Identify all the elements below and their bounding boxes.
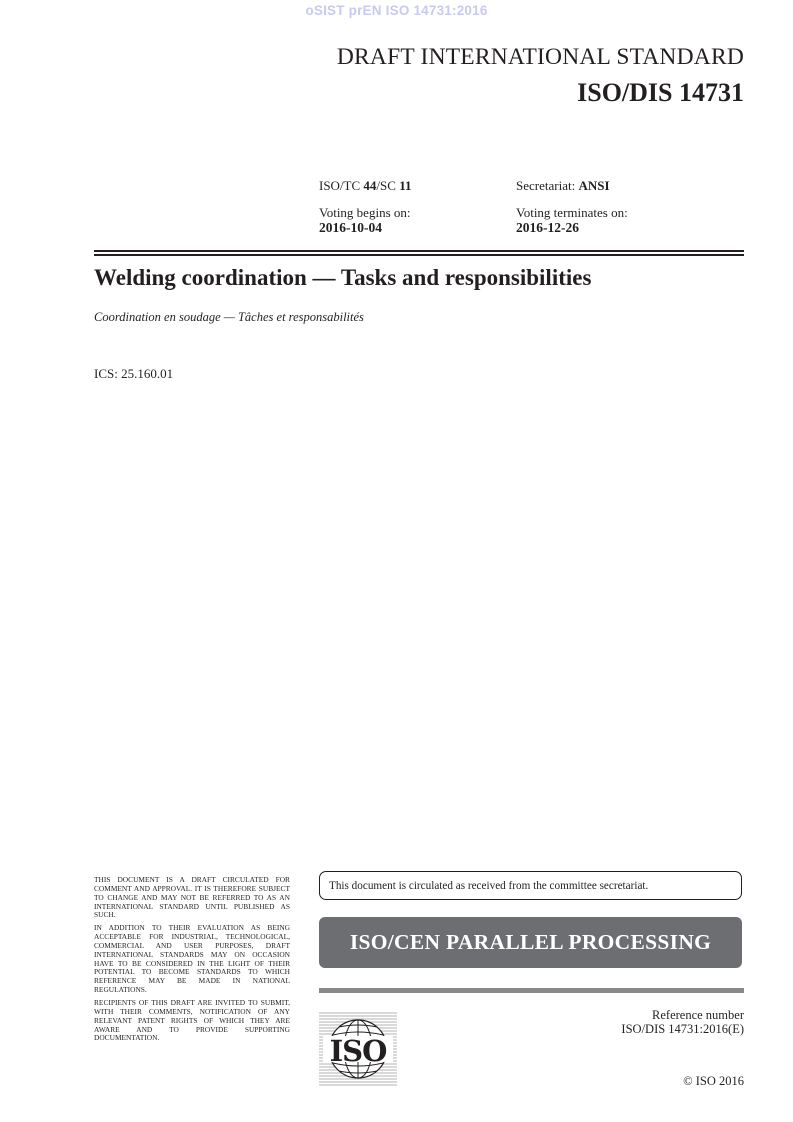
banner-label: ISO/CEN PARALLEL PROCESSING [349,930,712,954]
title-english: Welding coordination — Tasks and responsibilities [94,265,592,290]
reference-number: ISO/DIS 14731:2016(E) [621,1022,744,1036]
parallel-processing-banner [319,917,742,968]
disclaimer-paragraph: IN ADDITION TO THEIR EVALUATION AS BEING ACCEPTABLE FOR INDUSTRIAL, TECHNOLOGICAL, COMMERCIAL AND USER PURPOSES, DRAFT INTERNATIONAL STANDARDS MAY ON OCCASION HAVE TO BE CONSIDERED IN THE LIGHT OF THEIR POTENTIAL TO BECOME STANDARDS TO WHICH REFERENCE MAY BE MADE IN NATIONAL REGULATIONS. [94,923,290,995]
draft-disclaimer [94,876,290,1047]
title-french: Coordination en soudage — Tâches et responsabilités [94,310,364,324]
voting-terminates [516,205,628,235]
gray-divider-bar [319,988,744,993]
voting-terminates-date: 2016-12-26 [516,220,579,235]
reference-label: Reference number [652,1008,744,1022]
iso-logo-icon [319,1011,397,1087]
secretariat [516,178,610,193]
rule-line-top [94,250,744,252]
secretariat-label: Secretariat: [516,178,579,193]
copyright: © ISO 2016 [683,1074,744,1088]
secretariat-value: ANSI [578,178,610,193]
voting-begins [319,205,411,235]
voting-begins-label: Voting begins on: [319,205,411,220]
committee-prefix: ISO/TC [319,178,364,193]
disclaimer-paragraph: THIS DOCUMENT IS A DRAFT CIRCULATED FOR COMMENT AND APPROVAL. IT IS THEREFORE SUBJECT TO CHANGE AND MAY NOT BE REFERRED TO AS AN INTERNATIONAL STANDARD UNTIL PUBLISHED AS SUCH. [94,875,290,920]
disclaimer-paragraph: RECIPIENTS OF THIS DRAFT ARE INVITED TO SUBMIT, WITH THEIR COMMENTS, NOTIFICATION OF ANY RELEVANT PATENT RIGHTS OF WHICH THEY ARE AWARE AND TO PROVIDE SUPPORTING DOCUMENTATION. [94,997,290,1043]
rule-line-bottom [94,254,744,256]
committee-sep: /SC [376,178,400,193]
ics-code: ICS: 25.160.01 [94,366,174,381]
voting-terminates-label: Voting terminates on: [516,205,628,220]
circulation-note: This document is circulated as received from the committee secretariat. [329,879,649,892]
document-type: DRAFT INTERNATIONAL STANDARD [336,44,744,70]
circulation-note-box [319,871,742,900]
double-rule-divider [94,250,744,256]
committee-sc: 11 [399,178,412,193]
watermark: oSIST prEN ISO 14731:2016 [305,3,488,18]
iso-logo-text: ISO [329,1034,387,1068]
voting-begins-date: 2016-10-04 [319,220,382,235]
committee-tc: 44 [363,178,377,193]
document-number: ISO/DIS 14731 [577,78,744,107]
committee-reference [319,178,411,193]
